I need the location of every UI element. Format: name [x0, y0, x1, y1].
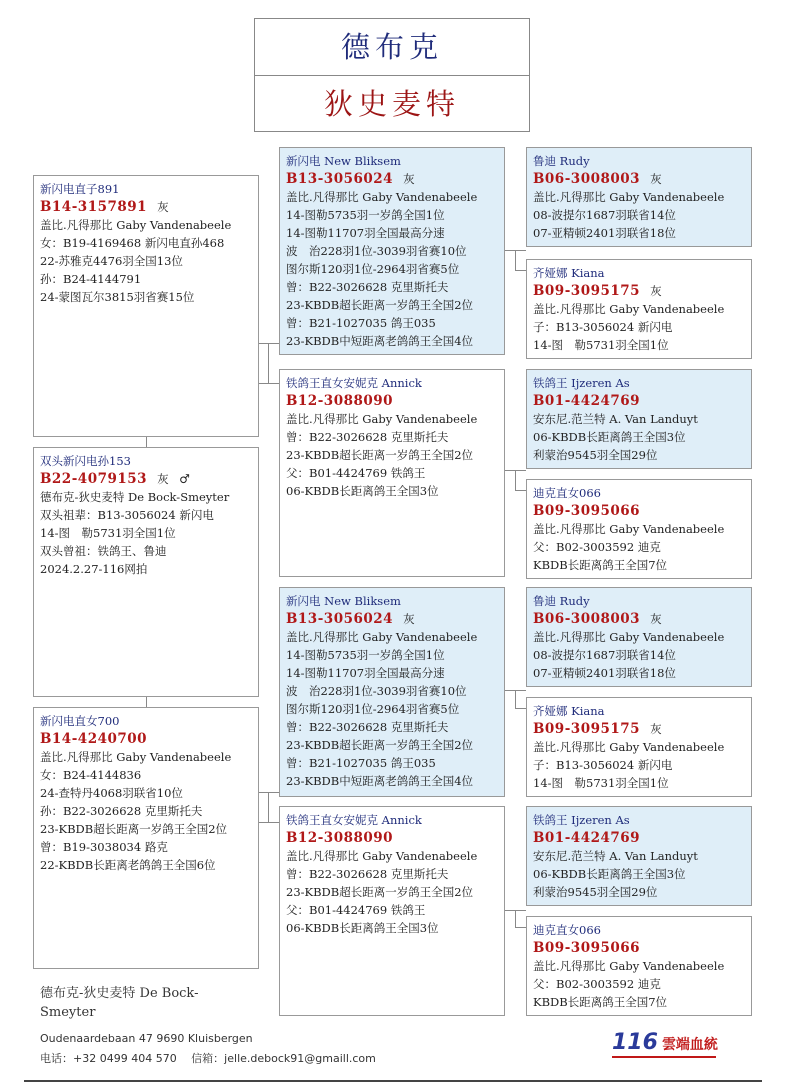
title-box [254, 18, 530, 132]
ring-number: B12-3088090 [286, 830, 394, 846]
ring-number: B13-3056024 [286, 611, 394, 627]
ring-row [286, 610, 498, 628]
info-line: 孙：B22-3026628 克里斯托夫 [40, 804, 203, 818]
bird-name: 迪克直女066 [533, 486, 601, 500]
pedigree-card-gp-dd [279, 806, 505, 1016]
info-line: 盖比.凡得那比 Gaby Vandenabeele [533, 302, 725, 316]
feather-color: 灰 [157, 200, 170, 214]
sex-symbol: ♂ [179, 472, 191, 486]
bird-name: 鲁迪 Rudy [533, 154, 590, 168]
bird-name: 新闪电 New Bliksem [286, 594, 401, 608]
ring-row [533, 610, 745, 628]
ring-number: B13-3056024 [286, 171, 394, 187]
info-line: 07-亚精顿2401羽联省18位 [533, 226, 676, 240]
logo-text: 雲端血統 [661, 1037, 718, 1053]
ring-number: B09-3095175 [533, 721, 641, 737]
connector-line [515, 910, 516, 927]
info-line: 父：B02-3003592 迪克 [533, 540, 661, 554]
info-line: 父：B02-3003592 迪克 [533, 977, 661, 991]
pedigree-card-g1 [526, 147, 752, 247]
bird-name: 新闪电直女700 [40, 714, 120, 728]
loft-name-top: 德布克 [255, 19, 529, 76]
ring-row [533, 170, 745, 188]
info-line: 14-图 勒5731羽全国1位 [40, 526, 176, 540]
bird-name: 新闪电直子891 [40, 182, 120, 196]
bird-name: 齐娅娜 Kiana [533, 704, 605, 718]
ring-number: B01-4424769 [533, 830, 641, 846]
bird-name: 双头新闪电孙153 [40, 454, 131, 468]
pedigree-card-g6 [526, 697, 752, 797]
footer-loft-name: 德布克-狄史麦特 De Bock-Smeyter [40, 986, 199, 1020]
connector-line [515, 927, 526, 928]
info-line: 双头曾祖：铁鸽王、鲁迪 [40, 544, 167, 558]
info-line: 曾：B21-1027035 鸽王035 [286, 756, 436, 770]
ring-row [40, 730, 252, 748]
info-line: 曾：B22-3026628 克里斯托夫 [286, 720, 449, 734]
info-line: 子：B13-3056024 新闪电 [533, 758, 673, 772]
ring-row [286, 392, 498, 410]
connector-line [259, 383, 279, 384]
info-line: 盖比.凡得那比 Gaby Vandenabeele [533, 630, 725, 644]
bird-name: 铁鸽王直女安妮克 Annick [286, 376, 422, 390]
info-line: 24-蒙图瓦尔3815羽省赛15位 [40, 290, 195, 304]
info-line: 德布克-狄史麦特 De Bock-Smeyter [40, 490, 230, 504]
ring-number: B06-3008003 [533, 171, 641, 187]
loft-name-bottom: 狄史麦特 [323, 87, 460, 121]
ring-row [533, 720, 745, 738]
info-line: 06-KBDB长距离鸽王全国3位 [286, 921, 439, 935]
ring-row [533, 939, 745, 957]
info-line: 女：B24-4144836 [40, 768, 142, 782]
info-line: 23-KBDB超长距离一岁鸽王全国2位 [40, 822, 228, 836]
info-line: 曾：B19-3038034 路克 [40, 840, 168, 854]
info-line: 22-KBDB长距离老鸽鸽王全国6位 [40, 858, 216, 872]
info-line: 女：B19-4169468 新闪电直孙468 [40, 236, 225, 250]
feather-color: 灰 [650, 284, 663, 298]
ring-row [533, 502, 745, 520]
feather-color: 灰 [650, 722, 663, 736]
pedigree-card-gp-ss [279, 147, 505, 355]
bird-name: 铁鸽王 Ijzeren As [533, 376, 630, 390]
info-line: 14-图勒11707羽全国最高分速 [286, 226, 445, 240]
ring-row [40, 198, 252, 216]
ring-number: B12-3088090 [286, 393, 394, 409]
info-line: 图尔斯120羽1位-2964羽省赛5位 [286, 262, 460, 276]
info-line: 安东尼.范兰特 A. Van Landuyt [533, 412, 698, 426]
feather-color: 灰 [650, 612, 663, 626]
feather-color: 灰 [403, 172, 416, 186]
info-line: 14-图勒5735羽一岁鸽全国1位 [286, 648, 445, 662]
bird-name: 铁鸽王 Ijzeren As [533, 813, 630, 827]
pedigree-card-g8 [526, 916, 752, 1016]
info-line: 盖比.凡得那比 Gaby Vandenabeele [533, 959, 725, 973]
info-line: 08-波提尔1687羽联省14位 [533, 648, 676, 662]
info-line: 波 治228羽1位-3039羽省赛10位 [286, 684, 467, 698]
info-line: KBDB长距离鸽王全国7位 [533, 558, 668, 572]
pedigree-card-gp-sd [279, 369, 505, 577]
pedigree-card-sire [33, 175, 259, 437]
bird-name: 鲁迪 Rudy [533, 594, 590, 608]
info-line: 06-KBDB长距离鸽王全国3位 [533, 430, 686, 444]
connector-line [259, 822, 279, 823]
feather-color: 灰 [650, 172, 663, 186]
ring-number: B09-3095066 [533, 940, 641, 956]
pedigree-card-g3 [526, 369, 752, 469]
info-line: 14-图 勒5731羽全国1位 [533, 338, 669, 352]
info-line: 双头祖辈：B13-3056024 新闪电 [40, 508, 214, 522]
info-line: 曾：B21-1027035 鸽王035 [286, 316, 436, 330]
bird-name: 新闪电 New Bliksem [286, 154, 401, 168]
footer-address: Oudenaardebaan 47 9690 Kluisbergen [40, 1032, 253, 1045]
info-line: 盖比.凡得那比 Gaby Vandenabeele [533, 190, 725, 204]
connector-line [515, 690, 516, 708]
info-line: 盖比.凡得那比 Gaby Vandenabeele [286, 190, 478, 204]
connector-line [259, 343, 279, 344]
info-line: 利蒙治9545羽全国29位 [533, 448, 658, 462]
info-line: 23-KBDB超长距离一岁鸽王全国2位 [286, 448, 474, 462]
ring-number: B09-3095175 [533, 283, 641, 299]
connector-line [146, 697, 147, 707]
bird-name: 齐娅娜 Kiana [533, 266, 605, 280]
pedigree-card-subject [33, 447, 259, 697]
info-line: 盖比.凡得那比 Gaby Vandenabeele [40, 218, 232, 232]
ring-row [533, 282, 745, 300]
pedigree-card-g7 [526, 806, 752, 906]
info-line: 盖比.凡得那比 Gaby Vandenabeele [40, 750, 232, 764]
ring-number: B01-4424769 [533, 393, 641, 409]
info-line: 14-图 勒5731羽全国1位 [533, 776, 669, 790]
ring-row [286, 829, 498, 847]
ring-row [533, 829, 745, 847]
info-line: 23-KBDB超长距离一岁鸽王全国2位 [286, 298, 474, 312]
connector-line [268, 343, 269, 383]
bird-name: 迪克直女066 [533, 923, 601, 937]
info-line: 图尔斯120羽1位-2964羽省赛5位 [286, 702, 460, 716]
connector-line [515, 490, 526, 491]
ring-number: B06-3008003 [533, 611, 641, 627]
info-line: 23-KBDB中短距离老鸽鸽王全国4位 [286, 774, 474, 788]
info-line: 父：B01-4424769 铁鸽王 [286, 466, 426, 480]
info-line: 08-波提尔1687羽联省14位 [533, 208, 676, 222]
info-line: 盖比.凡得那比 Gaby Vandenabeele [286, 630, 478, 644]
bird-name: 铁鸽王直女安妮克 Annick [286, 813, 422, 827]
ring-number: B14-3157891 [40, 199, 148, 215]
ring-row [286, 170, 498, 188]
brand-logo [612, 1030, 722, 1056]
connector-line [146, 437, 147, 447]
ring-number: B09-3095066 [533, 503, 641, 519]
info-line: 14-图勒5735羽一岁鸽全国1位 [286, 208, 445, 222]
info-line: 盖比.凡得那比 Gaby Vandenabeele [286, 412, 478, 426]
ring-row [40, 470, 252, 488]
info-line: 06-KBDB长距离鸽王全国3位 [286, 484, 439, 498]
bottom-divider [24, 1080, 762, 1082]
info-line: 2024.2.27-116网拍 [40, 562, 148, 576]
ring-row [533, 392, 745, 410]
info-line: 盖比.凡得那比 Gaby Vandenabeele [533, 522, 725, 536]
info-line: 利蒙治9545羽全国29位 [533, 885, 658, 899]
info-line: 曾：B22-3026628 克里斯托夫 [286, 280, 449, 294]
feather-color: 灰 [403, 612, 416, 626]
logo-number: 116 [612, 1030, 658, 1055]
info-line: 盖比.凡得那比 Gaby Vandenabeele [533, 740, 725, 754]
info-line: 孙：B24-4144791 [40, 272, 142, 286]
info-line: 22-苏雅克4476羽全国13位 [40, 254, 183, 268]
info-line: 06-KBDB长距离鸽王全国3位 [533, 867, 686, 881]
pedigree-card-dam [33, 707, 259, 969]
feather-color: 灰 [157, 472, 170, 486]
info-line: 23-KBDB超长距离一岁鸽王全国2位 [286, 738, 474, 752]
info-line: 23-KBDB中短距离老鸽鸽王全国4位 [286, 334, 474, 348]
info-line: KBDB长距离鸽王全国7位 [533, 995, 668, 1009]
footer-contact: 电话：+32 0499 404 570 信箱：jelle.debock91@gmaill.com [40, 1052, 376, 1065]
connector-line [515, 470, 516, 490]
info-line: 23-KBDB超长距离一岁鸽王全国2位 [286, 885, 474, 899]
info-line: 24-查特丹4068羽联省10位 [40, 786, 183, 800]
pedigree-card-g5 [526, 587, 752, 687]
info-line: 曾：B22-3026628 克里斯托夫 [286, 867, 449, 881]
pedigree-card-g2 [526, 259, 752, 359]
info-line: 安东尼.范兰特 A. Van Landuyt [533, 849, 698, 863]
info-line: 波 治228羽1位-3039羽省赛10位 [286, 244, 467, 258]
connector-line [515, 270, 526, 271]
ring-number: B22-4079153 [40, 471, 148, 487]
ring-number: B14-4240700 [40, 731, 148, 747]
pedigree-card-g4 [526, 479, 752, 579]
connector-line [515, 708, 526, 709]
info-line: 子：B13-3056024 新闪电 [533, 320, 673, 334]
connector-line [515, 250, 516, 270]
info-line: 盖比.凡得那比 Gaby Vandenabeele [286, 849, 478, 863]
pedigree-card-gp-ds [279, 587, 505, 797]
connector-line [259, 792, 279, 793]
info-line: 07-亚精顿2401羽联省18位 [533, 666, 676, 680]
info-line: 父：B01-4424769 铁鸽王 [286, 903, 426, 917]
connector-line [268, 792, 269, 822]
info-line: 曾：B22-3026628 克里斯托夫 [286, 430, 449, 444]
info-line: 14-图勒11707羽全国最高分速 [286, 666, 445, 680]
logo-underline [612, 1056, 716, 1058]
